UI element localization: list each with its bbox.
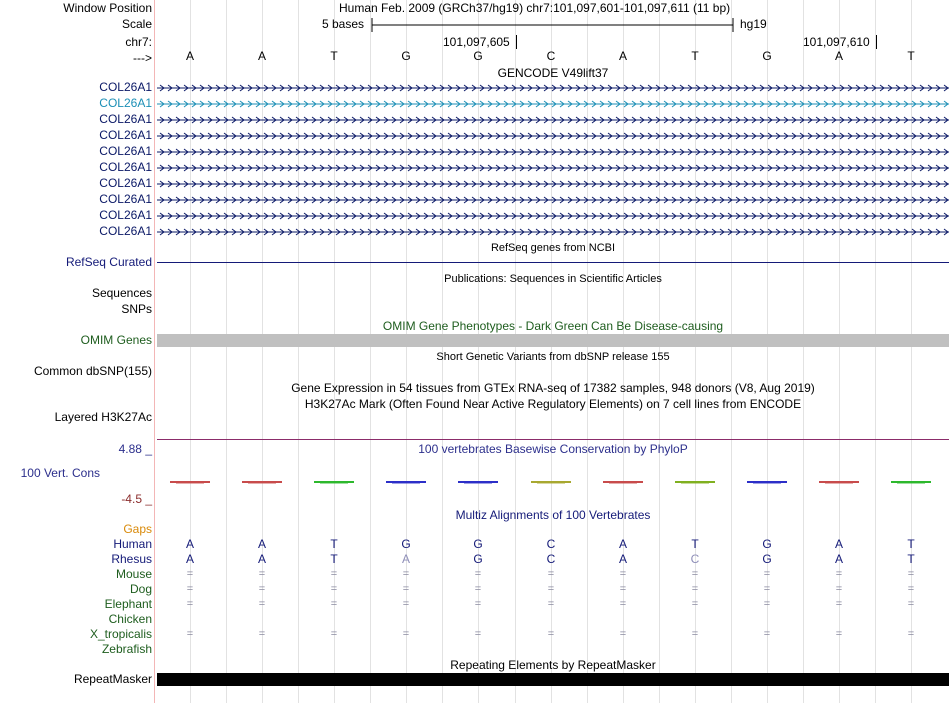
gencode-gene-label[interactable]: COL26A1 [99, 128, 152, 142]
base-letter: T [907, 49, 915, 63]
refseq-track-label[interactable]: RefSeq Curated [65, 255, 152, 269]
conservation-mark [240, 478, 284, 486]
base-letter: A [834, 49, 843, 63]
conservation-min-label: -4.5 _ [121, 492, 152, 506]
multiz-base: = [619, 628, 627, 640]
conservation-track-title[interactable]: 100 vertebrates Basewise Conservation by PhyloP [418, 442, 688, 456]
conservation-mark [817, 478, 861, 486]
multiz-species-label[interactable]: Elephant [104, 597, 152, 611]
multiz-base: = [619, 598, 627, 610]
multiz-base: = [763, 598, 771, 610]
multiz-base: A [834, 552, 843, 566]
multiz-base: = [763, 628, 771, 640]
h3k27ac-track-label[interactable]: Layered H3K27Ac [54, 410, 152, 424]
multiz-base: = [835, 628, 843, 640]
assembly-title: Human Feb. 2009 (GRCh37/hg19) chr7:101,097,601-101,097,611 (11 bp) [339, 1, 731, 15]
multiz-base: A [401, 552, 410, 566]
gencode-transcript[interactable] [157, 100, 949, 107]
gencode-transcript[interactable] [157, 228, 949, 235]
multiz-base: = [330, 628, 338, 640]
multiz-base: A [618, 552, 627, 566]
conservation-max-label: 4.88 _ [118, 442, 152, 456]
multiz-base: = [547, 598, 555, 610]
conservation-mark [384, 478, 428, 486]
multiz-base: = [474, 598, 482, 610]
repeatmasker-track-title[interactable]: Repeating Elements by RepeatMasker [450, 658, 656, 672]
window-position-label: Window Position [63, 1, 152, 15]
gencode-track-title[interactable]: GENCODE V49lift37 [497, 66, 609, 80]
publications-label-sequences[interactable]: Sequences [91, 286, 152, 300]
multiz-base: A [185, 537, 194, 551]
multiz-track-title[interactable]: Multiz Alignments of 100 Vertebrates [455, 508, 651, 522]
multiz-base: = [763, 568, 771, 580]
publications-label-snps[interactable]: SNPs [121, 302, 152, 316]
multiz-base: T [330, 552, 338, 566]
conservation-mark [889, 478, 933, 486]
dbsnp-track-title[interactable]: Short Genetic Variants from dbSNP release 155 [436, 351, 670, 363]
multiz-base: = [330, 568, 338, 580]
gencode-transcript[interactable] [157, 164, 949, 171]
multiz-base: = [258, 568, 266, 580]
gencode-transcript[interactable] [157, 180, 949, 187]
multiz-base: = [835, 583, 843, 595]
gencode-transcript[interactable] [157, 212, 949, 219]
multiz-base: = [258, 583, 266, 595]
multiz-base: = [691, 583, 699, 595]
dbsnp-track-label[interactable]: Common dbSNP(155) [33, 364, 152, 378]
multiz-base: = [547, 628, 555, 640]
conservation-mark [601, 478, 645, 486]
multiz-base: = [474, 583, 482, 595]
gencode-gene-label[interactable]: COL26A1 [99, 208, 152, 222]
multiz-species-label[interactable]: Mouse [115, 567, 152, 581]
gencode-gene-label[interactable]: COL26A1 [99, 192, 152, 206]
multiz-base: = [547, 583, 555, 595]
multiz-species-label[interactable]: Chicken [108, 612, 152, 626]
refseq-line[interactable] [157, 262, 949, 263]
multiz-base: G [762, 537, 772, 551]
multiz-base: = [691, 598, 699, 610]
multiz-base: = [402, 568, 410, 580]
conservation-mark [312, 478, 356, 486]
multiz-species-label[interactable]: Rhesus [111, 552, 152, 566]
multiz-base: C [546, 537, 556, 551]
gencode-gene-label[interactable]: COL26A1 [99, 224, 152, 238]
multiz-base: = [402, 598, 410, 610]
multiz-base: = [691, 628, 699, 640]
scale-bar [371, 17, 735, 33]
multiz-base: = [763, 583, 771, 595]
multiz-base: G [762, 552, 772, 566]
strand-label: ---> [133, 51, 152, 65]
scale-label: Scale [121, 17, 152, 31]
gencode-transcript[interactable] [157, 196, 949, 203]
multiz-base: = [186, 628, 194, 640]
omim-track-title[interactable]: OMIM Gene Phenotypes - Dark Green Can Be Disease-causing [382, 319, 724, 333]
multiz-base: = [402, 628, 410, 640]
coord-tick-a [516, 35, 517, 49]
multiz-base: T [907, 552, 915, 566]
multiz-species-label[interactable]: Human [113, 537, 152, 551]
multiz-base: A [185, 552, 194, 566]
gencode-gene-label[interactable]: COL26A1 [99, 80, 152, 94]
multiz-base: T [691, 537, 699, 551]
repeatmasker-track-label[interactable]: RepeatMasker [73, 672, 152, 686]
gencode-gene-label[interactable]: COL26A1 [99, 112, 152, 126]
scale-db: hg19 [740, 17, 767, 31]
multiz-base: A [834, 537, 843, 551]
base-letter: A [618, 49, 627, 63]
coord-label-b: 101,097,610 [803, 35, 870, 49]
gencode-gene-label[interactable]: COL26A1 [99, 144, 152, 158]
h3k27ac-track-title[interactable]: H3K27Ac Mark (Often Found Near Active Regulatory Elements) on 7 cell lines from ENCODE [304, 397, 802, 411]
multiz-base: = [402, 583, 410, 595]
multiz-base: = [619, 583, 627, 595]
multiz-base: A [257, 537, 266, 551]
omim-track-label[interactable]: OMIM Genes [80, 333, 152, 347]
multiz-base: = [907, 583, 915, 595]
multiz-base: G [473, 537, 483, 551]
multiz-base: = [547, 568, 555, 580]
multiz-base: A [618, 537, 627, 551]
base-letter: A [257, 49, 266, 63]
omim-gene-bar[interactable] [157, 334, 949, 347]
base-letter: G [473, 49, 483, 63]
conservation-mark [745, 478, 789, 486]
coord-tick-b [876, 35, 877, 49]
base-letter: A [185, 49, 194, 63]
publications-track-title[interactable]: Publications: Sequences in Scientific Articles [444, 273, 662, 285]
base-letter: C [546, 49, 556, 63]
multiz-base: C [690, 552, 700, 566]
gencode-transcript[interactable] [157, 84, 949, 91]
base-letter: G [762, 49, 772, 63]
base-letter: T [691, 49, 699, 63]
multiz-species-label[interactable]: Zebrafish [101, 642, 152, 656]
conservation-mark [456, 478, 500, 486]
gencode-transcript[interactable] [157, 116, 949, 123]
multiz-base: C [546, 552, 556, 566]
scale-text: 5 bases [322, 17, 365, 31]
gencode-transcript[interactable] [157, 132, 949, 139]
multiz-base: T [330, 537, 338, 551]
multiz-gaps-label[interactable]: Gaps [123, 522, 152, 536]
multiz-base: = [907, 628, 915, 640]
multiz-base: = [258, 598, 266, 610]
gencode-transcript[interactable] [157, 148, 949, 155]
multiz-base: A [257, 552, 266, 566]
multiz-base: = [474, 568, 482, 580]
multiz-base: = [330, 583, 338, 595]
multiz-base: = [835, 598, 843, 610]
gencode-gene-label[interactable]: COL26A1 [99, 160, 152, 174]
base-letter: G [401, 49, 411, 63]
coord-label-a: 101,097,605 [443, 35, 510, 49]
refseq-track-title[interactable]: RefSeq genes from NCBI [490, 242, 616, 254]
conservation-mark [168, 478, 212, 486]
multiz-base: = [907, 598, 915, 610]
multiz-base: T [907, 537, 915, 551]
chrom-label: chr7: [125, 35, 152, 49]
gencode-gene-label[interactable]: COL26A1 [99, 176, 152, 190]
multiz-base: = [330, 598, 338, 610]
base-letter: T [330, 49, 338, 63]
conservation-mark [673, 478, 717, 486]
multiz-base: = [474, 628, 482, 640]
multiz-base: = [619, 568, 627, 580]
conservation-mark [529, 478, 573, 486]
multiz-base: = [186, 583, 194, 595]
multiz-base: G [473, 552, 483, 566]
multiz-base: G [401, 537, 411, 551]
conservation-track-label[interactable]: 100 Vert. Cons [20, 466, 100, 480]
multiz-species-label[interactable]: Dog [129, 582, 152, 596]
gencode-gene-label[interactable]: COL26A1 [99, 96, 152, 110]
label-separator [154, 0, 155, 703]
multiz-base: = [691, 568, 699, 580]
h3k27ac-baseline [157, 439, 949, 440]
multiz-base: = [186, 598, 194, 610]
multiz-base: = [907, 568, 915, 580]
multiz-base: = [258, 628, 266, 640]
multiz-base: = [835, 568, 843, 580]
repeatmasker-bar[interactable] [157, 673, 949, 686]
multiz-species-label[interactable]: X_tropicalis [89, 627, 152, 641]
multiz-base: = [186, 568, 194, 580]
gtex-track-title[interactable]: Gene Expression in 54 tissues from GTEx RNA-seq of 17382 samples, 948 donors (V8, Aug 2019) [291, 381, 815, 395]
